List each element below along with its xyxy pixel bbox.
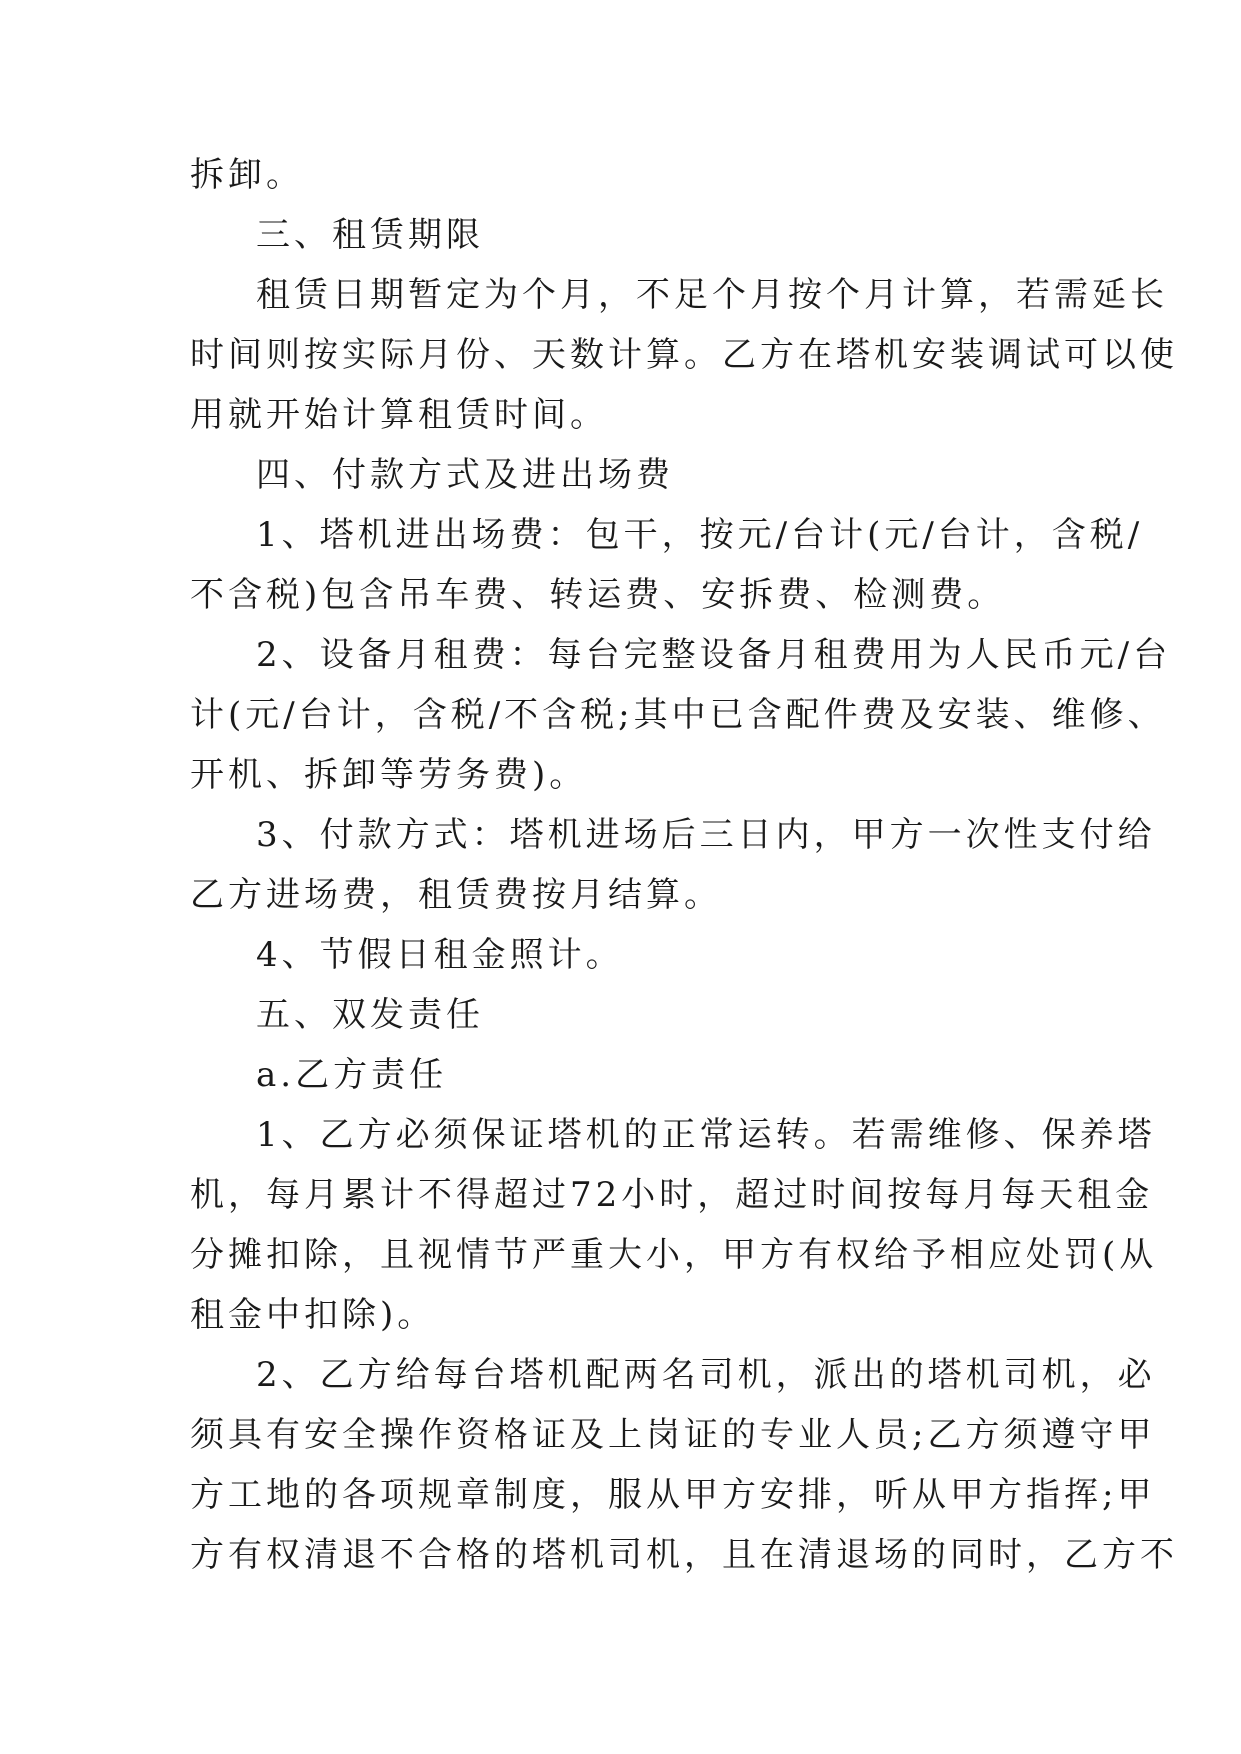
- section-heading: 四、付款方式及进出场费: [256, 455, 674, 495]
- text-line: 用就开始计算租赁时间。: [190, 395, 608, 435]
- text-line: 时间则按实际月份、天数计算。乙方在塔机安装调试可以使: [190, 335, 1178, 375]
- text-line: 机，每月累计不得超过72小时，超过时间按每月每天租金: [190, 1175, 1154, 1215]
- text-line: 租金中扣除)。: [190, 1295, 436, 1335]
- text-line: 1、乙方必须保证塔机的正常运转。若需维修、保养塔: [256, 1115, 1156, 1155]
- text-line: 方有权清退不合格的塔机司机，且在清退场的同时，乙方不: [190, 1535, 1178, 1575]
- text-line: 须具有安全操作资格证及上岗证的专业人员;乙方须遵守甲: [190, 1415, 1156, 1455]
- text-line: 2、设备月租费：每台完整设备月租费用为人民币元/台: [256, 635, 1172, 675]
- text-line: 分摊扣除，且视情节严重大小，甲方有权给予相应处罚(从: [190, 1235, 1158, 1275]
- text-line: 乙方进场费，租赁费按月结算。: [190, 875, 722, 915]
- text-line: 4、节假日租金照计。: [256, 935, 624, 975]
- text-line: 开机、拆卸等劳务费)。: [190, 755, 588, 795]
- text-line: 1、塔机进出场费：包干，按元/台计(元/台计，含税/: [256, 515, 1144, 555]
- section-heading: 三、租赁期限: [256, 215, 484, 255]
- text-line: 租赁日期暂定为个月，不足个月按个月计算，若需延长: [256, 275, 1168, 315]
- text-line: 方工地的各项规章制度，服从甲方安排，听从甲方指挥;甲: [190, 1475, 1156, 1515]
- text-line: 不含税)包含吊车费、转运费、安拆费、检测费。: [190, 575, 1006, 615]
- text-line: 拆卸。: [190, 155, 304, 195]
- text-line: 2、乙方给每台塔机配两名司机，派出的塔机司机，必: [256, 1355, 1156, 1395]
- text-line: 计(元/台计，含税/不含税;其中已含配件费及安装、维修、: [190, 695, 1166, 735]
- subsection-heading: a.乙方责任: [256, 1055, 448, 1095]
- section-heading: 五、双发责任: [256, 995, 484, 1035]
- text-line: 3、付款方式：塔机进场后三日内，甲方一次性支付给: [256, 815, 1156, 855]
